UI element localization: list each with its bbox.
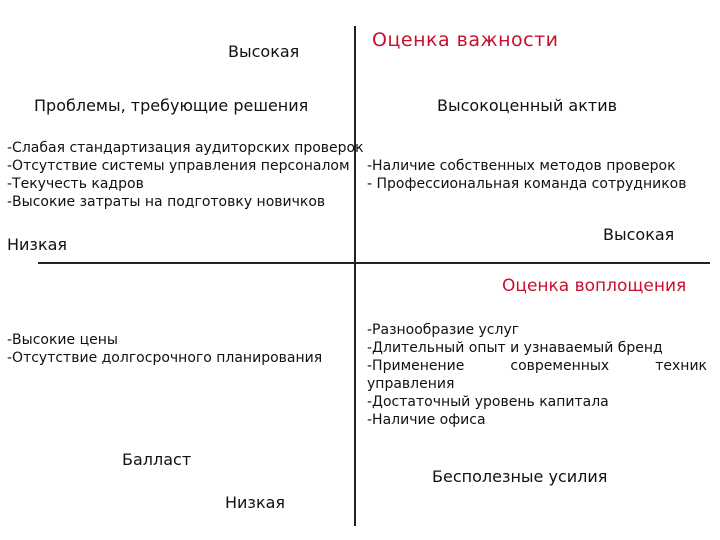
list-item: -Отсутствие системы управления персоналом <box>7 158 350 174</box>
list-item: -Длительный опыт и узнаваемый бренд <box>367 340 663 356</box>
list-item: -Текучесть кадров <box>7 176 144 192</box>
importance-low-label: Низкая <box>225 493 286 512</box>
quadrant-title-ballast: Балласт <box>122 450 192 469</box>
list-item: -Наличие собственных методов проверок <box>367 158 676 174</box>
quadrant-list-ballast <box>7 331 322 367</box>
horizontal-axis <box>38 262 710 264</box>
implementation-axis-title: Оценка воплощения <box>502 276 687 296</box>
quadrant-title-useless-efforts: Бесполезные усилия <box>432 467 608 486</box>
implementation-low-label: Низкая <box>7 235 68 254</box>
list-item: - Профессиональная команда сотрудников <box>367 176 687 192</box>
importance-axis-title: Оценка важности <box>372 29 559 51</box>
vertical-axis <box>354 26 356 526</box>
list-item: -Разнообразие услуг <box>367 322 520 338</box>
quadrant-title-valuable-asset: Высокоценный актив <box>437 96 618 115</box>
list-item: -Слабая стандартизация аудиторских проверок <box>7 140 364 156</box>
implementation-high-label: Высокая <box>603 225 675 244</box>
quadrant-title-problems: Проблемы, требующие решения <box>34 96 309 115</box>
list-item: -Применение современных техник управления <box>367 358 707 392</box>
quadrant-list-problems <box>7 139 364 211</box>
quadrant-list-useless-efforts <box>367 321 707 429</box>
quadrant-list-valuable-asset <box>367 157 686 193</box>
list-item: -Достаточный уровень капитала <box>367 394 609 410</box>
list-item: -Наличие офиса <box>367 412 486 428</box>
importance-high-label: Высокая <box>228 42 300 61</box>
list-item: -Отсутствие долгосрочного планирования <box>7 350 323 366</box>
list-item: -Высокие затраты на подготовку новичков <box>7 194 326 210</box>
list-item: -Высокие цены <box>7 332 118 348</box>
